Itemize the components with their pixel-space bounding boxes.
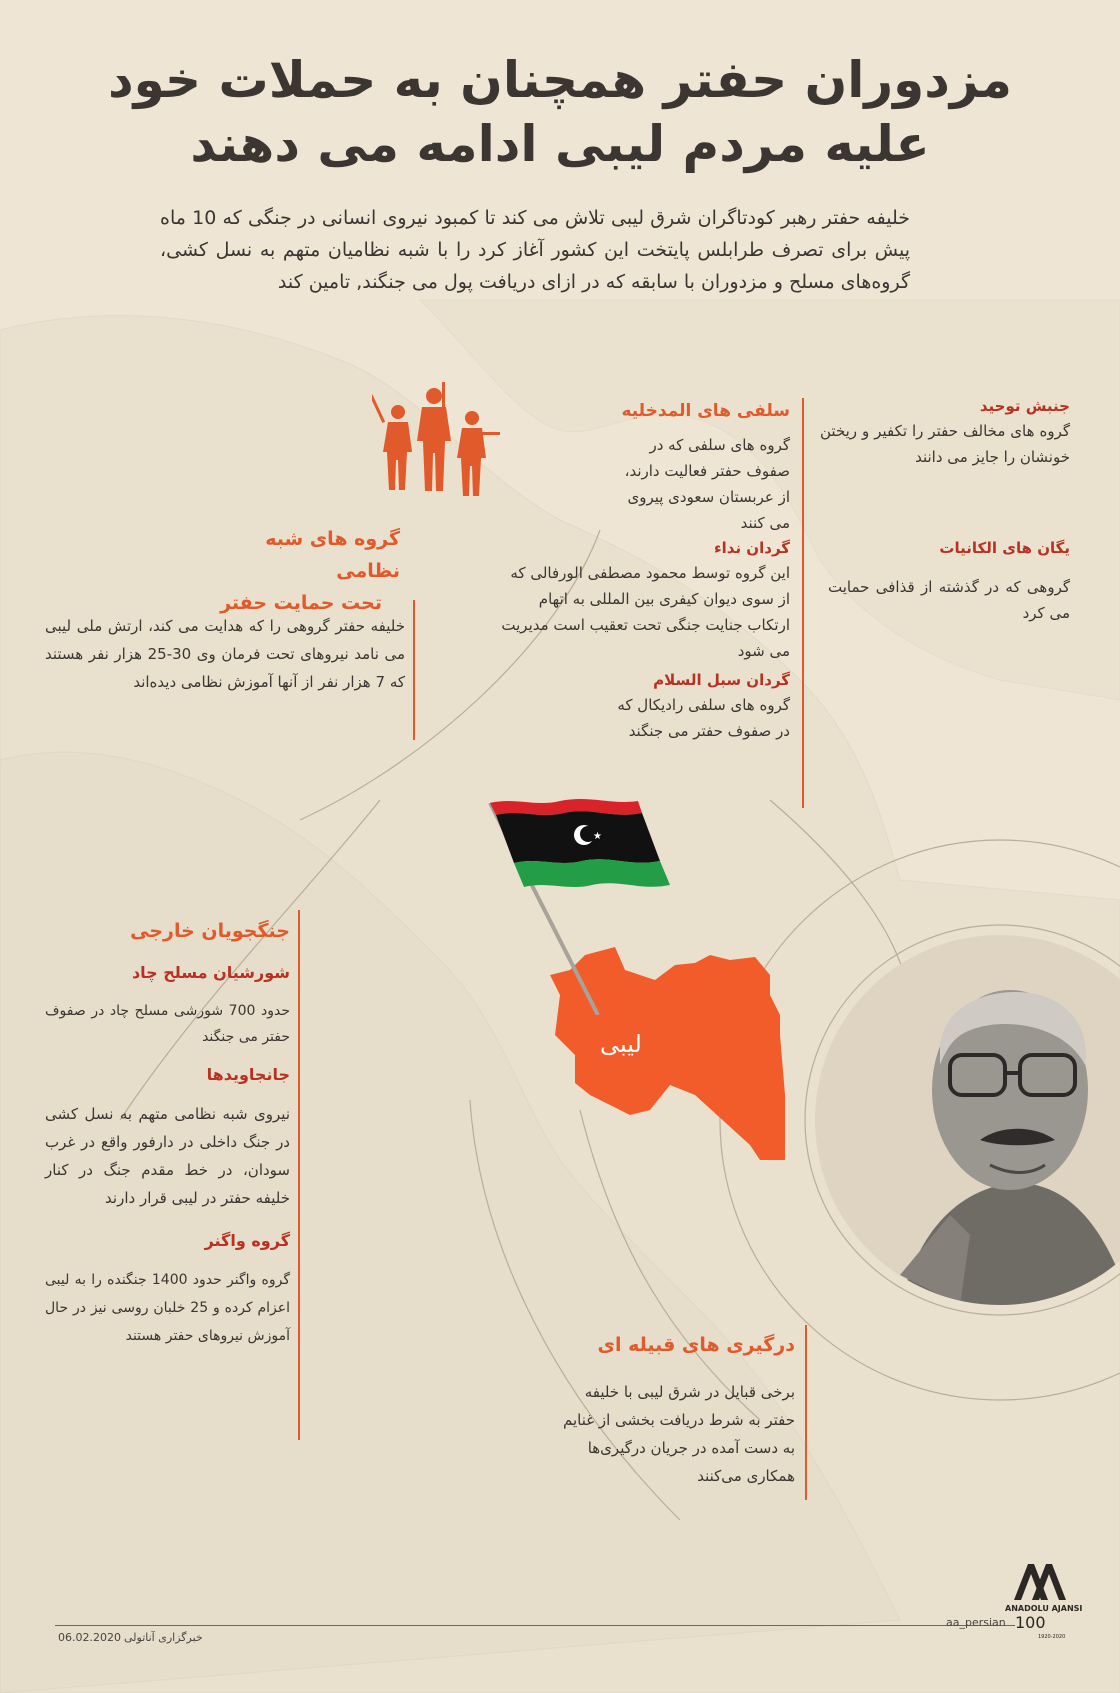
chad-heading: شورشیان مسلح چاد bbox=[131, 963, 290, 982]
wagner-body: گروه واگنر حدود 1400 جنگنده را به لیبی اعزام کرده و 25 خلبان روسی نیز در حال آموزش نیروهای حفتر هستند bbox=[45, 1272, 290, 1344]
madkhali-heading: سلفی های المدخلیه bbox=[621, 401, 790, 421]
neda-heading: گردان نداء bbox=[713, 539, 790, 557]
tribal-section bbox=[560, 1330, 795, 1490]
paramilitary-body: خلیفه حفتر گروهی را که هدایت می کند، ارتش ملی لیبی می نامد نیروهای تحت فرمان وی 30-25 هزار نفر هستند که 7 هزار نفر از آنها آموزش نظامی دیده‌اند bbox=[45, 617, 405, 691]
janjaweed-heading: جانجاویدها bbox=[206, 1065, 290, 1084]
soldiers-icon bbox=[372, 382, 502, 507]
title-line-2: علیه مردم لیبی ادامه می دهند bbox=[190, 115, 930, 173]
madkhali-body: گروه های سلفی که در صفوف حفتر فعالیت دارند، از عربستان سعودی پیروی می کنند bbox=[624, 436, 790, 532]
kaniyat-body: گروهی که در گذشته از قذافی حمایت می کرد bbox=[828, 578, 1070, 622]
subul-heading: گردان سبل السلام bbox=[653, 671, 790, 689]
footer-divider bbox=[55, 1625, 1015, 1626]
footer-agency: خبرگزاری آناتولی bbox=[124, 1631, 203, 1644]
footer-date: 06.02.2020 bbox=[58, 1631, 121, 1644]
tawhid-body: گروه های مخالف حفتر را تکفیر و ریختن خونشان را جایز می دانند bbox=[820, 422, 1070, 466]
logo-years: 1920-2020 bbox=[1038, 1634, 1066, 1640]
logo-sub: 100 bbox=[1015, 1613, 1046, 1632]
page-title bbox=[60, 48, 1060, 176]
title-line-1: مزدوران حفتر همچنان به حملات خود bbox=[108, 51, 1012, 109]
paramilitary-heading-line-2: تحت حمایت حفتر bbox=[220, 592, 382, 614]
chad-body: حدود 700 شورشی مسلح چاد در صفوف حفتر می جنگند bbox=[45, 1003, 290, 1045]
divider-line bbox=[413, 600, 415, 740]
janjaweed-body: نیروی شبه نظامی متهم به نسل کشی در جنگ داخلی در دارفور واقع در غرب سودان، در خط مقدم جنگ در کنار خلیفه حفتر در لیبی قرار دارند bbox=[45, 1105, 290, 1207]
tribal-heading: درگیری های قبیله ای bbox=[597, 1334, 795, 1356]
libya-flag-icon bbox=[480, 795, 680, 1015]
neda-body: این گروه توسط محمود مصطفی الورفالی که از سوی دیوان کیفری بین المللی به اتهام ارتکاب جنایت جنگی تحت تعقیب است مدیریت می شود bbox=[501, 564, 790, 660]
tawhid-heading: جنبش توحید bbox=[979, 397, 1070, 415]
wagner-heading: گروه واگنر bbox=[204, 1231, 290, 1250]
libya-label: لیبی bbox=[600, 1030, 642, 1058]
foreign-fighters-section bbox=[45, 916, 290, 1350]
anadolu-logo-icon bbox=[1010, 1560, 1070, 1604]
kaniyat-heading: یگان های الکانیات bbox=[939, 539, 1070, 557]
logo-brand: ANADOLU AJANSI bbox=[1005, 1604, 1083, 1613]
portrait-photo bbox=[860, 975, 1120, 1305]
intro-paragraph: خلیفه حفتر رهبر کودتاگران شرق لیبی تلاش می کند تا کمبود نیروی انسانی در جنگی که 10 ماه پیش برای تصرف طرابلس پایتخت این کشور آغاز کرد را با شبه نظامیان متهم به نسل کشی، گروه‌های مسلح و مزدوران با سابقه که در ازای دریافت پول می جنگند, تامین کند bbox=[160, 207, 910, 293]
subul-body: گروه های سلفی رادیکال که در صفوف حفتر می جنگند bbox=[617, 696, 790, 740]
divider-line bbox=[802, 398, 804, 808]
svg-text:★: ★ bbox=[593, 831, 602, 842]
foreign-heading: جنگجویان خارجی bbox=[130, 920, 290, 942]
footer-handle: aa_persian bbox=[946, 1616, 1006, 1629]
tribal-body: برخی قبایل در شرق لیبی با خلیفه حفتر به شرط دریافت بخشی از غنایم به دست آمده در جریان درگیری‌ها همکاری می‌کنند bbox=[562, 1383, 795, 1485]
divider-line bbox=[805, 1325, 807, 1500]
paramilitary-heading-line-1: گروه های شبه نظامی bbox=[265, 528, 400, 582]
paramilitary-heading bbox=[205, 523, 400, 619]
right-column bbox=[820, 394, 1070, 626]
middle-column bbox=[490, 398, 790, 744]
divider-line bbox=[298, 910, 300, 1440]
